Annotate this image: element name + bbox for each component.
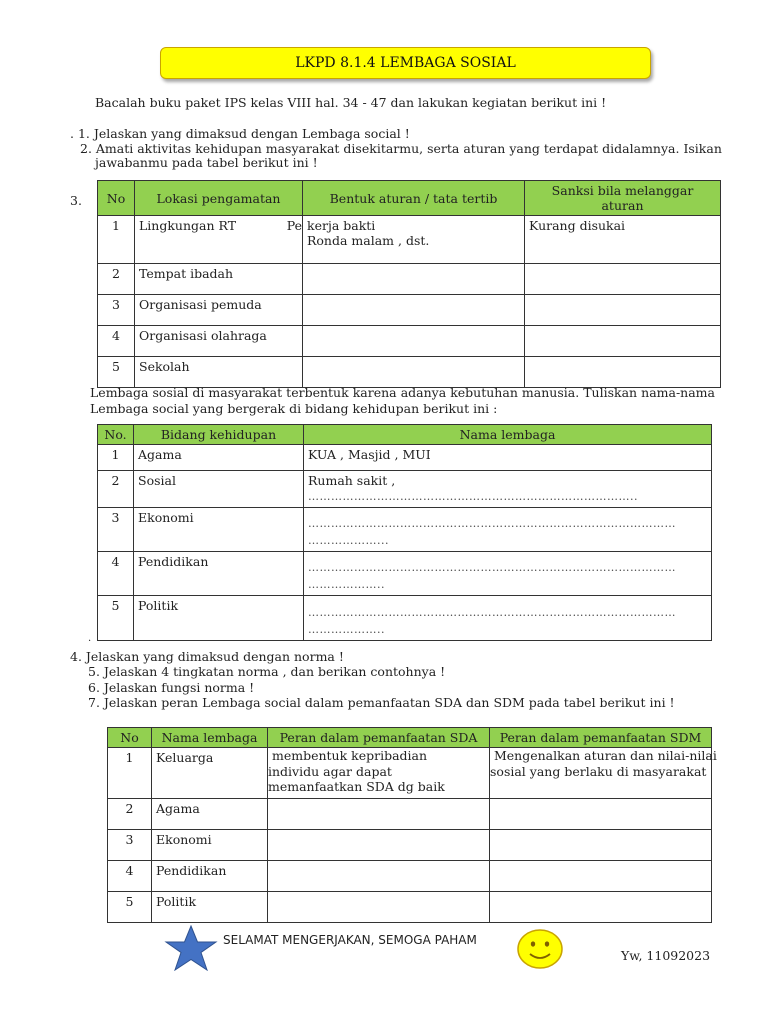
th-nama-lembaga: Nama lembaga xyxy=(152,728,268,748)
paragraph-1: Lembaga sosial di masyarakat terbentuk karena adanya kebutuhan manusia. Tuliskan nama-nama xyxy=(90,385,715,400)
footer-text: SELAMAT MENGERJAKAN, SEMOGA PAHAM xyxy=(223,933,477,947)
observation-table xyxy=(97,180,721,388)
table-row: 3 Organisasi pemuda xyxy=(98,295,721,326)
intro-text: Bacalah buku paket IPS kelas VIII hal. 34 - 47 dan lakukan kegiatan berikut ini ! xyxy=(95,95,607,110)
th-aturan: Bentuk aturan / tata tertib xyxy=(303,181,525,216)
page-title: LKPD 8.1.4 LEMBAGA SOSIAL xyxy=(160,47,651,79)
table-row: 2 Tempat ibadah xyxy=(98,264,721,295)
question-6: 6. Jelaskan fungsi norma ! xyxy=(88,680,255,695)
cell-extra: Pe xyxy=(286,218,302,233)
table-row: 1 Keluarga membentuk kepribadian individu agar dapat memanfaatkan SDA dg baik Mengenalkan aturan dan nilai-nilai sosial yang berlaku di masyarakat xyxy=(108,748,712,799)
th-nama: Nama lembaga xyxy=(304,425,712,445)
table-row: 5 Sekolah xyxy=(98,357,721,388)
table-row: 1 Lingkungan RT Pe kerja bakti Ronda malam , dst. Kurang disukai xyxy=(98,216,721,264)
table-row: 2 Sosial Rumah sakit , ………………………………………………………………………….. xyxy=(98,471,712,508)
th-lokasi: Lokasi pengamatan xyxy=(135,181,303,216)
question-2: 2. Amati aktivitas kehidupan masyarakat disekitarmu, serta aturan yang terdapat didalamnya. Isikan xyxy=(80,141,722,156)
th-bidang: Bidang kehidupan xyxy=(134,425,304,445)
paragraph-2: Lembaga social yang bergerak di bidang kehidupan berikut ini : xyxy=(90,401,498,416)
question-4: 4. Jelaskan yang dimaksud dengan norma ! xyxy=(70,649,344,664)
cell-lokasi: Lingkungan RT xyxy=(139,218,237,233)
table-row: 1 Agama KUA , Masjid , MUI xyxy=(98,445,712,471)
table-row: 4 Pendidikan xyxy=(108,861,712,892)
th-sdm: Peran dalam pemanfaatan SDM xyxy=(490,728,712,748)
table-row: 5 Politik xyxy=(108,892,712,923)
signature: Yw, 11092023 xyxy=(621,948,711,963)
table-row: 4 Pendidikan …………………………………………………………………………………… ……………….. xyxy=(98,552,712,596)
cell-aturan-1: kerja bakti xyxy=(307,218,376,233)
table-row: 3 Ekonomi xyxy=(108,830,712,861)
cell-aturan-2: Ronda malam , dst. xyxy=(307,233,430,248)
th-no: No xyxy=(98,181,135,216)
cell-sanksi: Kurang disukai xyxy=(525,216,721,264)
th-sda: Peran dalam pemanfaatan SDA xyxy=(268,728,490,748)
th-no: No xyxy=(108,728,152,748)
star-icon xyxy=(164,925,218,971)
th-no: No. xyxy=(98,425,134,445)
question-2-cont: jawabanmu pada tabel berikut ini ! xyxy=(95,155,318,170)
question-3: 3. xyxy=(70,193,82,208)
question-5: 5. Jelaskan 4 tingkatan norma , dan berikan contohnya ! xyxy=(88,664,446,679)
table-row: 2 Agama xyxy=(108,799,712,830)
question-7: 7. Jelaskan peran Lembaga social dalam pemanfaatan SDA dan SDM pada tabel berikut ini ! xyxy=(88,695,675,710)
dot-mark: . xyxy=(88,633,92,644)
smiley-icon xyxy=(516,928,564,970)
table-row: 3 Ekonomi …………………………………………………………………………………… ………………... xyxy=(98,508,712,552)
table-row: 4 Organisasi olahraga xyxy=(98,326,721,357)
table-row: 5 Politik …………………………………………………………………………………… ……………….. xyxy=(98,596,712,641)
institution-table xyxy=(97,424,712,641)
question-1: . 1. Jelaskan yang dimaksud dengan Lembaga social ! xyxy=(70,126,410,141)
th-sanksi: Sanksi bila melanggar aturan xyxy=(525,181,721,216)
role-table xyxy=(107,727,717,923)
